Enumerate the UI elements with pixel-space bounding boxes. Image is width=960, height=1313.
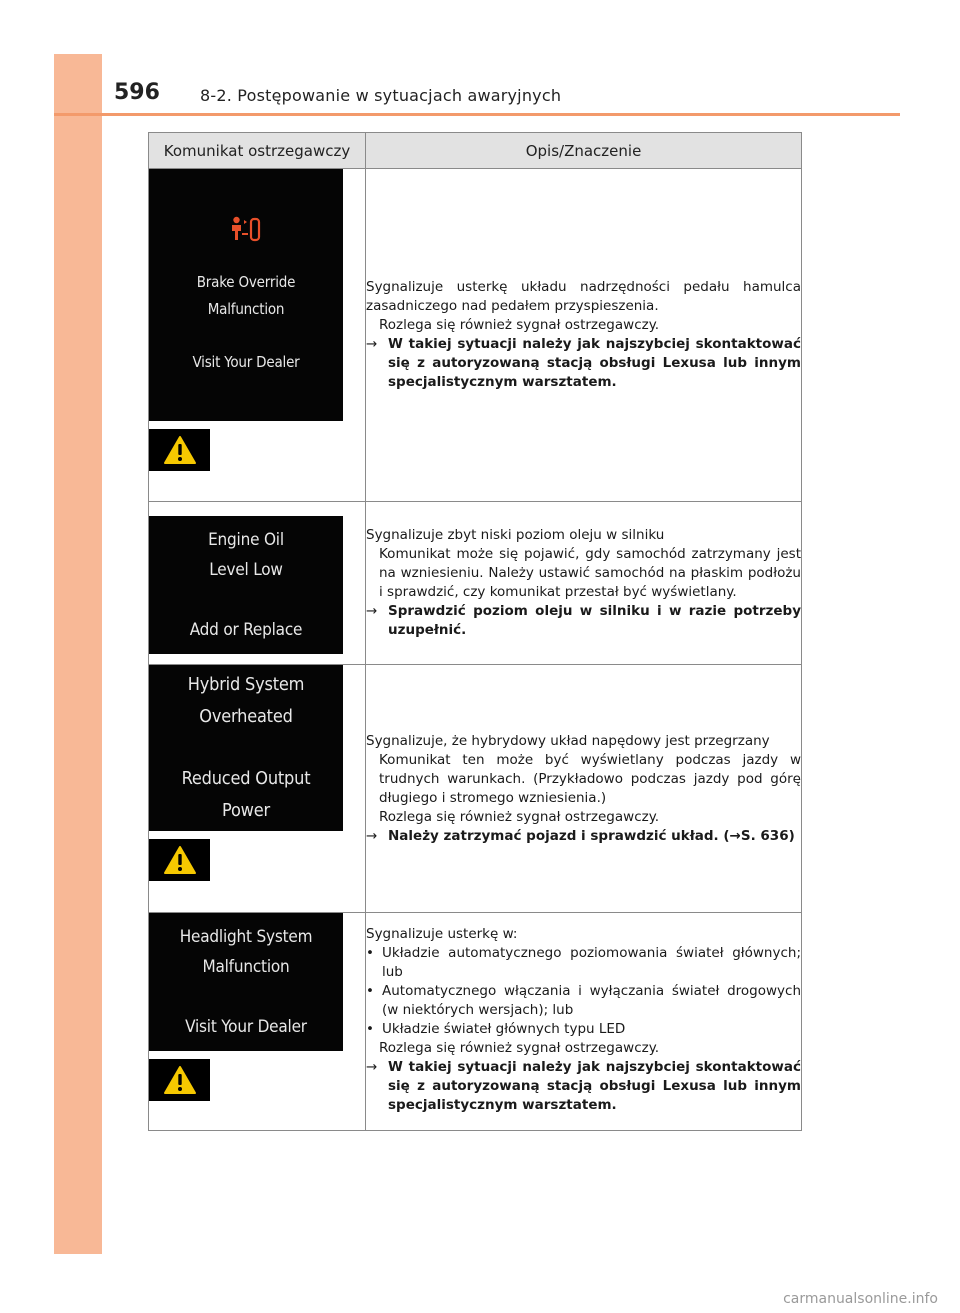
action-text: W takiej sytuacji należy jak najszybciej skontaktować się z autoryzowaną stacją obsługi Lexusa lub innym specjalistycznym warsztatem. [388,336,801,390]
side-tab-band [54,54,102,1254]
page-number: 596 [114,80,160,105]
description-note: Komunikat może się pojawić, gdy samochód zatrzymany jest na wzniesieniu. Należy ustawić samochód na płaskim podłożu i sprawdzić, czy komunikat przestał być wyświetlany. [379,546,801,600]
screen-line: Add or Replace [189,620,303,640]
description-note: Rozlega się również sygnał ostrzegawczy. [379,808,660,825]
screen-line: Visit Your Dealer [185,1017,307,1037]
arrow-icon: → [366,827,378,844]
bullet-icon: • [366,983,374,999]
bullet-text: Automatycznego włączania i wyłączania świateł drogowych (w niektórych wersjach); lub [382,983,801,1018]
bullet-icon: • [366,945,374,961]
description-intro: Sygnalizuje usterkę w: [366,926,518,942]
chapter-title: 8-2. Postępowanie w sytuacjach awaryjnych [200,86,562,105]
header-rule [54,113,900,116]
description-intro: Sygnalizuje usterkę układu nadrzędności pedału hamulca zasadniczego nad pedałem przyspieszenia. [366,279,801,314]
description-note: Rozlega się również sygnał ostrzegawczy. [379,1040,660,1056]
warning-triangle-icon [163,845,197,875]
screen-line: Headlight System [179,927,313,947]
table-row [149,169,802,502]
list-item [366,1020,801,1039]
display-screen-engine-oil [149,516,343,654]
screen-line: Power [222,800,270,821]
description-intro: Sygnalizuje, że hybrydowy układ napędowy jest przegrzany [366,732,770,749]
list-item [366,944,801,982]
display-screen-brake-override [149,169,343,421]
screen-line: Level Low [209,560,283,580]
bullet-text: Układzie świateł głównych typu LED [382,1021,626,1037]
column-header-description: Opis/Znaczenie [366,133,802,169]
message-cell [149,169,366,502]
warning-triangle-icon [163,435,197,465]
table-header-row [149,133,802,169]
description-cell [366,665,802,913]
list-item [366,982,801,1020]
page-header [102,78,900,114]
screen-line: Reduced Output [181,768,311,789]
description-cell [366,913,802,1131]
table-row [149,502,802,665]
arrow-icon: → [366,336,378,352]
screen-line: Malfunction [207,299,285,318]
screen-line: Visit Your Dealer [192,352,300,371]
warning-triangle-icon [163,1065,197,1095]
description-action [366,1058,801,1115]
description-note: Komunikat ten może być wyświetlany podczas jazdy w trudnych warunkach. (Przykładowo podczas jazdy pod górę długiego i stromego wzniesienia.) [379,751,801,806]
table-row [149,665,802,913]
bullet-icon: • [366,1021,374,1037]
screen-line: Brake Override [196,272,296,291]
warning-messages-table [148,132,802,1131]
action-text: W takiej sytuacji należy jak najszybciej skontaktować się z autoryzowaną stacją obsługi Lexusa lub innym specjalistycznym warsztatem. [388,1059,801,1113]
description-cell [366,169,802,502]
bullet-text: Układzie automatycznego poziomowania świateł głównych; lub [382,945,801,980]
column-header-message: Komunikat ostrzegawczy [149,133,366,169]
message-cell [149,502,366,665]
watermark: carmanualsonline.info [783,1291,938,1307]
brake-override-icon [229,215,263,247]
description-cell [366,502,802,665]
screen-line: Overheated [199,706,293,727]
description-note: Rozlega się również sygnał ostrzegawczy. [379,317,660,333]
screen-line: Malfunction [202,957,290,977]
screen-line: Engine Oil [208,530,284,550]
master-warning-badge [149,839,210,881]
message-cell [149,665,366,913]
master-warning-badge [149,1059,210,1101]
arrow-icon: → [366,603,378,619]
screen-line: Hybrid System [187,674,305,695]
master-warning-badge [149,429,210,471]
description-action [366,602,801,640]
description-action [366,827,801,846]
message-cell [149,913,366,1131]
action-text: Sprawdzić poziom oleju w silniku i w razie potrzeby uzupełnić. [388,603,801,638]
display-screen-headlight-system [149,913,343,1051]
description-intro: Sygnalizuje zbyt niski poziom oleju w silniku [366,527,665,543]
action-text: Należy zatrzymać pojazd i sprawdzić układ. (→S. 636) [388,827,795,844]
display-screen-hybrid-system [149,665,343,831]
arrow-icon: → [366,1059,378,1075]
table-row [149,913,802,1131]
description-action [366,335,801,392]
